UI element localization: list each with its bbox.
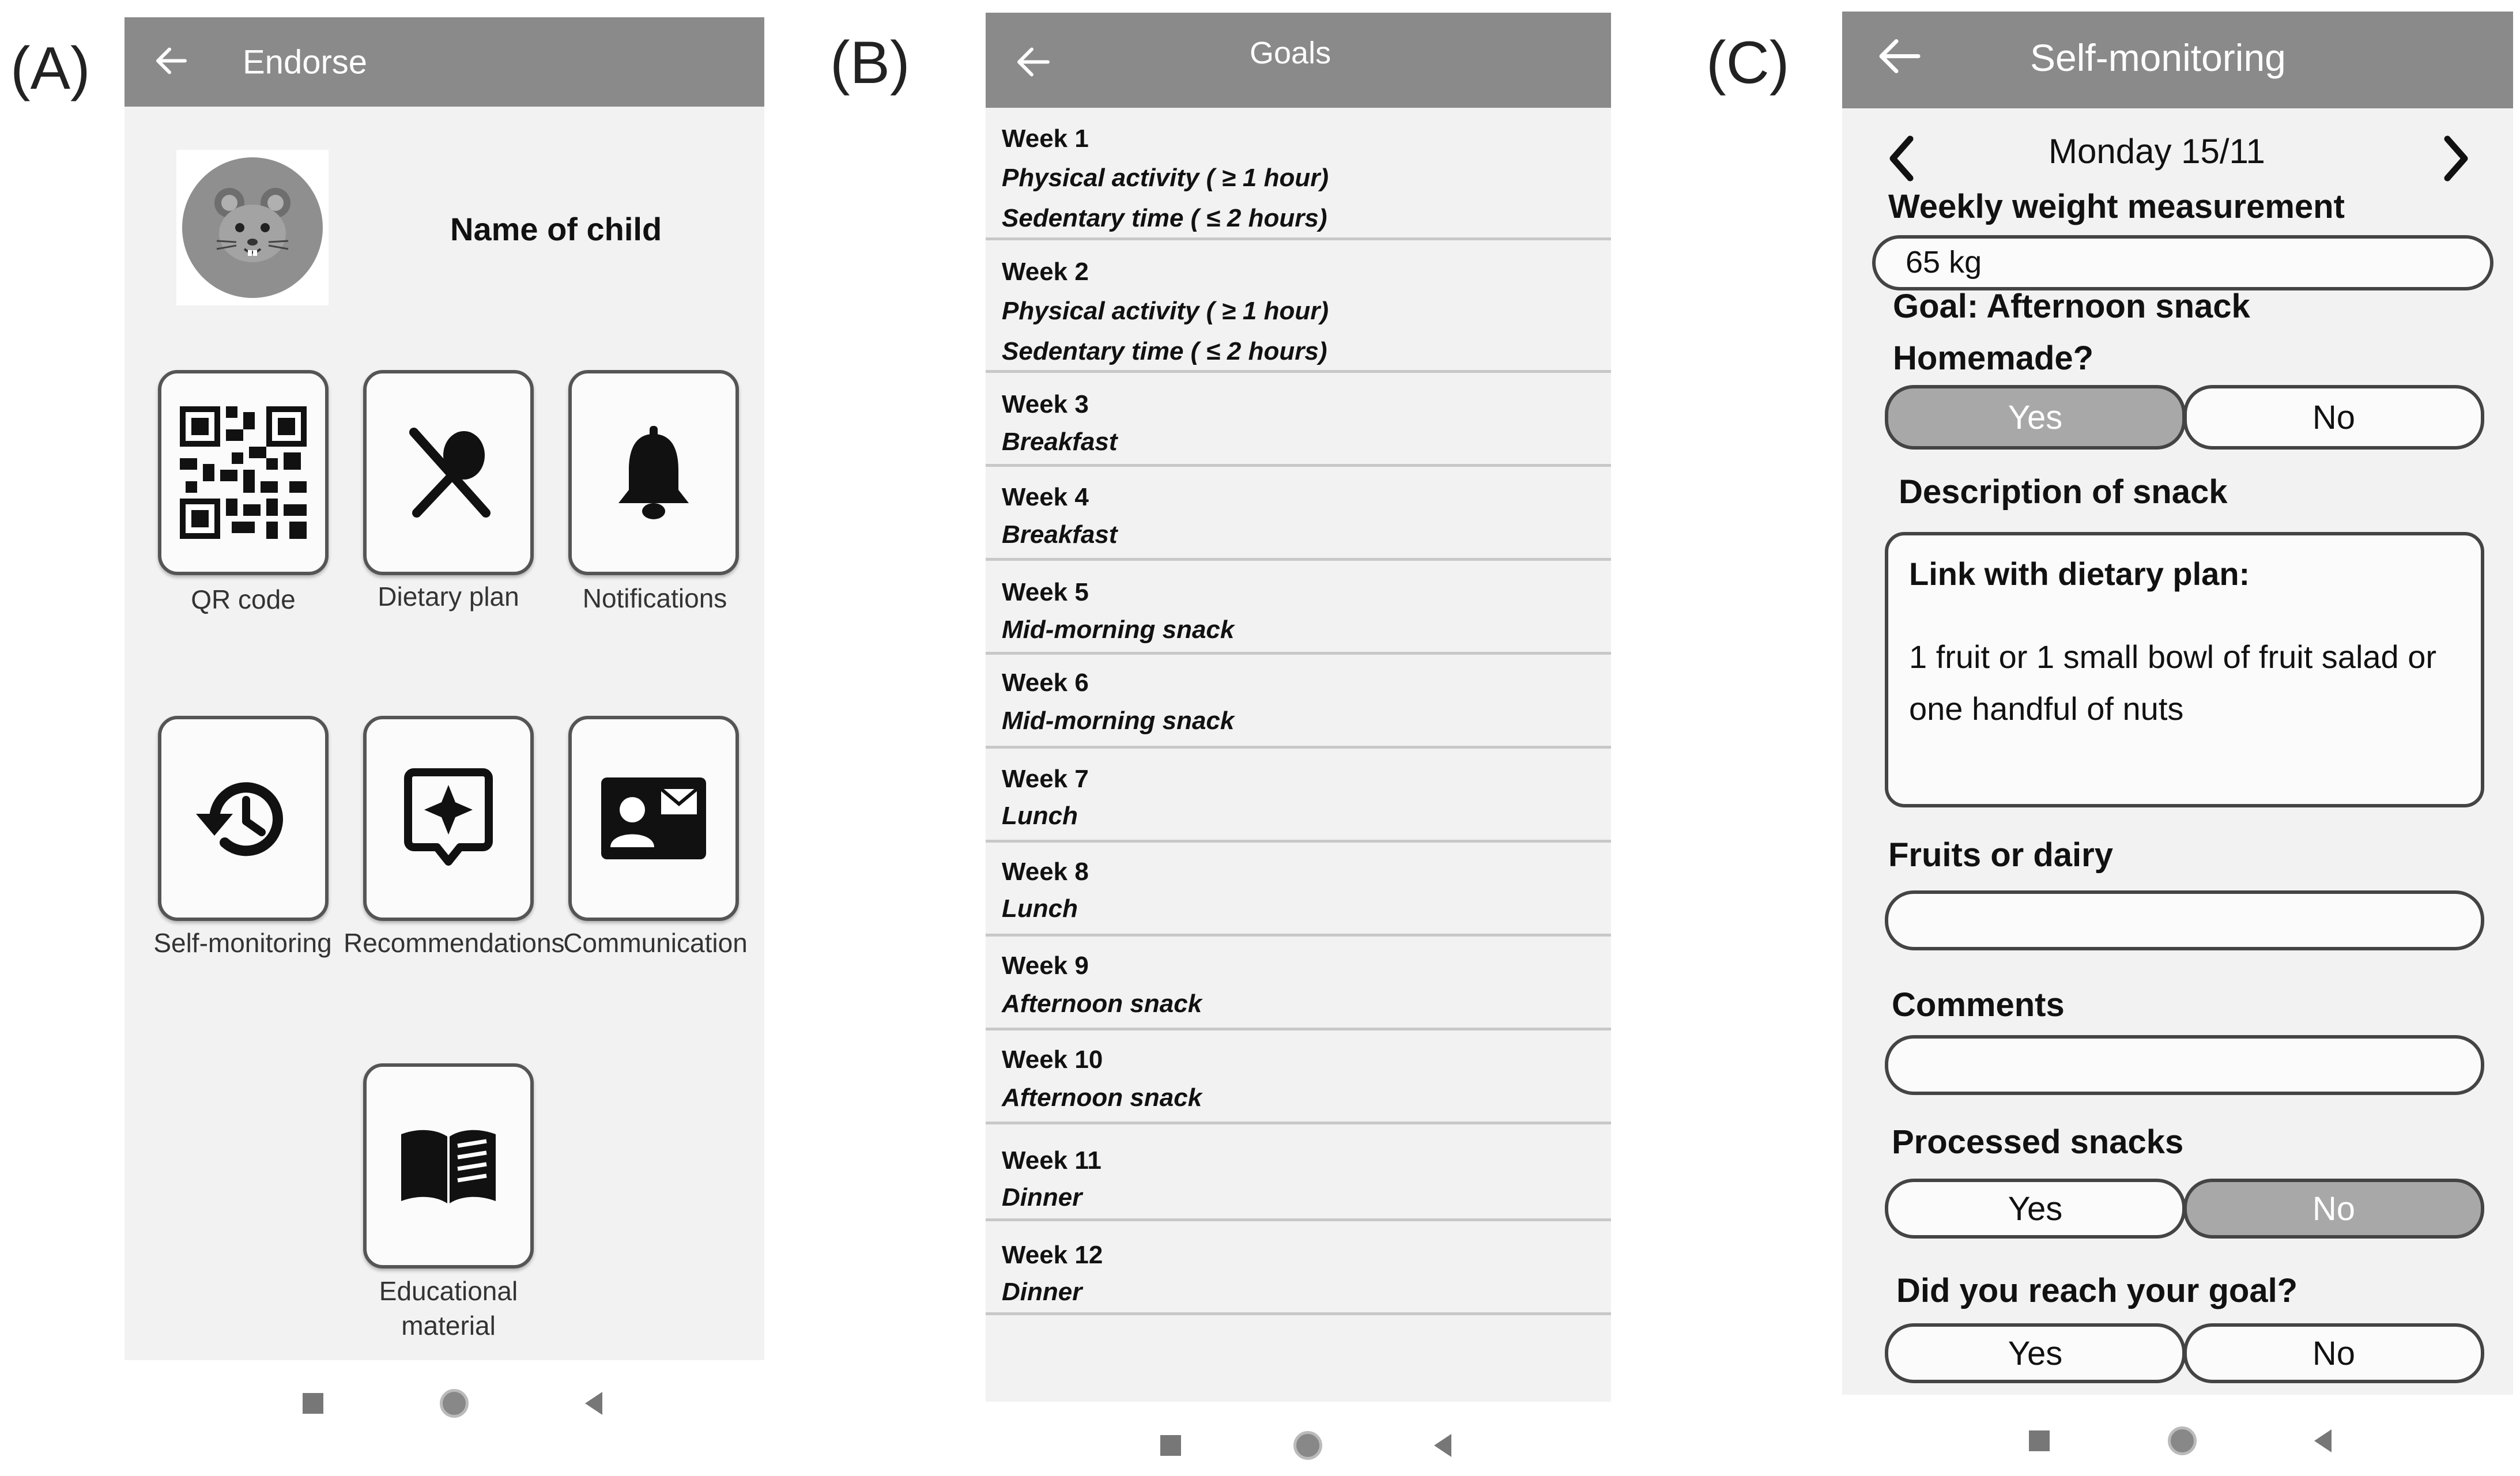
homemade-yes-button[interactable]: Yes [1885, 385, 2186, 450]
goal-text: Mid-morning snack [1002, 616, 1235, 644]
contact-card-icon [599, 775, 708, 862]
next-day-icon[interactable] [2442, 135, 2470, 184]
app-bar [1842, 12, 2513, 108]
notifications-button[interactable] [568, 370, 739, 575]
goal-reached-yes-button[interactable]: Yes [1885, 1323, 2186, 1383]
system-nav-bar-a [303, 1386, 602, 1421]
fruits-dairy-field[interactable] [1885, 890, 2484, 950]
list-item[interactable] [986, 1221, 1611, 1315]
educational-material-label-line2: material [401, 1311, 496, 1341]
goal-week: Week 5 [1002, 578, 1089, 606]
goal-text: Afternoon snack [1002, 1084, 1202, 1112]
processed-yes-button[interactable]: Yes [1885, 1179, 2186, 1239]
goal-reached-label: Did you reach your goal? [1896, 1272, 2298, 1309]
comments-field[interactable] [1885, 1035, 2484, 1095]
phone-screen-self-monitoring [1842, 12, 2513, 1395]
goal-text: Sedentary time ( ≤ 2 hours) [1002, 337, 1327, 365]
goal-text: Dinner [1002, 1183, 1082, 1211]
goal-text: Sedentary time ( ≤ 2 hours) [1002, 204, 1327, 232]
app-title: Self-monitoring [2030, 36, 2286, 79]
goal-week: Week 10 [1002, 1045, 1103, 1074]
notifications-label: Notifications [582, 583, 727, 613]
weight-value: 65 kg [1906, 245, 1982, 280]
child-name: Name of child [450, 211, 662, 247]
self-monitoring-button[interactable] [158, 716, 329, 921]
description-title: Link with dietary plan: [1909, 556, 2250, 592]
list-item[interactable] [986, 373, 1611, 467]
description-textarea[interactable] [1885, 532, 2484, 807]
processed-no-button[interactable]: No [2183, 1179, 2484, 1239]
bell-icon [610, 424, 697, 522]
app-title: Endorse [243, 43, 368, 81]
goal-label: Goal: Afternoon snack [1893, 288, 2250, 325]
goal-week: Week 6 [1002, 669, 1089, 697]
home-icon[interactable] [2168, 1426, 2197, 1455]
list-item[interactable] [986, 1030, 1611, 1124]
fork-spoon-icon [399, 424, 497, 522]
system-back-icon[interactable] [2314, 1429, 2332, 1452]
goal-text: Physical activity ( ≥ 1 hour) [1002, 297, 1329, 325]
homemade-label: Homemade? [1893, 339, 2094, 377]
educational-material-label-line1: Educational [379, 1276, 518, 1306]
goal-text: Physical activity ( ≥ 1 hour) [1002, 164, 1329, 192]
communication-button[interactable] [568, 716, 739, 921]
goal-week: Week 11 [1002, 1146, 1101, 1175]
goal-week: Week 7 [1002, 765, 1089, 793]
book-icon [397, 1123, 500, 1209]
description-line-2: one handful of nuts [1909, 690, 2184, 727]
list-item[interactable] [986, 240, 1611, 373]
system-nav-bar-b [1160, 1428, 1451, 1463]
educational-material-button[interactable] [363, 1063, 534, 1269]
dietary-plan-label: Dietary plan [378, 582, 519, 611]
goal-reached-no-button[interactable]: No [2183, 1323, 2484, 1383]
description-line-1: 1 fruit or 1 small bowl of fruit salad or [1909, 639, 2437, 675]
recommendations-label: Recommendations [344, 928, 565, 958]
weight-field[interactable] [1872, 235, 2493, 290]
phone-screen-endorse [125, 17, 764, 1360]
list-item[interactable] [986, 467, 1611, 561]
goal-week: Week 2 [1002, 258, 1089, 286]
panel-label-b: (B) [830, 29, 910, 96]
panel-label-c: (C) [1706, 29, 1790, 96]
list-item[interactable] [986, 843, 1611, 937]
recent-apps-icon[interactable] [1160, 1435, 1181, 1456]
comments-label: Comments [1892, 986, 2065, 1024]
communication-label: Communication [563, 928, 748, 958]
fruits-dairy-label: Fruits or dairy [1888, 836, 2113, 874]
phone-screen-goals [986, 13, 1611, 1402]
description-label: Description of snack [1899, 473, 2228, 511]
list-item[interactable] [986, 937, 1611, 1030]
goal-text: Lunch [1002, 894, 1078, 923]
panel-label-a: (A) [10, 35, 90, 102]
previous-day-icon[interactable] [1887, 135, 1916, 184]
back-arrow-icon[interactable] [153, 46, 188, 78]
recent-apps-icon[interactable] [2029, 1430, 2050, 1451]
goal-text: Dinner [1002, 1278, 1082, 1306]
recommendations-button[interactable] [363, 716, 534, 921]
back-arrow-icon[interactable] [1877, 38, 1922, 78]
goal-text: Breakfast [1002, 428, 1118, 456]
system-back-icon[interactable] [1434, 1434, 1451, 1457]
goal-week: Week 8 [1002, 858, 1089, 886]
list-item[interactable] [986, 749, 1611, 843]
system-back-icon[interactable] [585, 1392, 602, 1415]
list-item[interactable] [986, 655, 1611, 749]
list-item[interactable] [986, 111, 1611, 240]
back-arrow-icon[interactable] [1014, 47, 1051, 81]
goal-text: Mid-morning snack [1002, 707, 1235, 735]
app-title: Goals [1250, 36, 1331, 70]
avatar[interactable] [176, 150, 329, 305]
app-bar [125, 17, 764, 107]
processed-snacks-label: Processed snacks [1892, 1123, 2184, 1161]
date-label: Monday 15/11 [2049, 132, 2265, 171]
history-icon [191, 767, 295, 870]
goal-week: Week 4 [1002, 483, 1089, 511]
recent-apps-icon[interactable] [303, 1393, 323, 1414]
goal-week: Week 1 [1002, 124, 1089, 153]
home-icon[interactable] [1293, 1431, 1322, 1460]
list-item[interactable] [986, 1124, 1611, 1221]
qr-code-button[interactable] [158, 370, 329, 575]
goal-text: Breakfast [1002, 520, 1118, 549]
home-icon[interactable] [440, 1389, 469, 1418]
educational-material-label [363, 1274, 534, 1343]
list-item[interactable] [986, 561, 1611, 655]
self-monitoring-label: Self-monitoring [153, 928, 332, 958]
goal-week: Week 9 [1002, 952, 1089, 980]
goal-text: Afternoon snack [1002, 990, 1202, 1018]
homemade-no-button[interactable]: No [2183, 385, 2484, 450]
dietary-plan-button[interactable] [363, 370, 534, 575]
weight-label: Weekly weight measurement [1888, 188, 2345, 225]
goal-week: Week 3 [1002, 390, 1089, 418]
qr-code-icon [180, 406, 307, 539]
system-nav-bar-c [2029, 1424, 2332, 1458]
qr-code-label: QR code [191, 584, 296, 614]
sparkle-tip-icon [402, 767, 495, 870]
goal-text: Lunch [1002, 802, 1078, 830]
app-bar [986, 13, 1611, 108]
goal-week: Week 12 [1002, 1241, 1103, 1269]
